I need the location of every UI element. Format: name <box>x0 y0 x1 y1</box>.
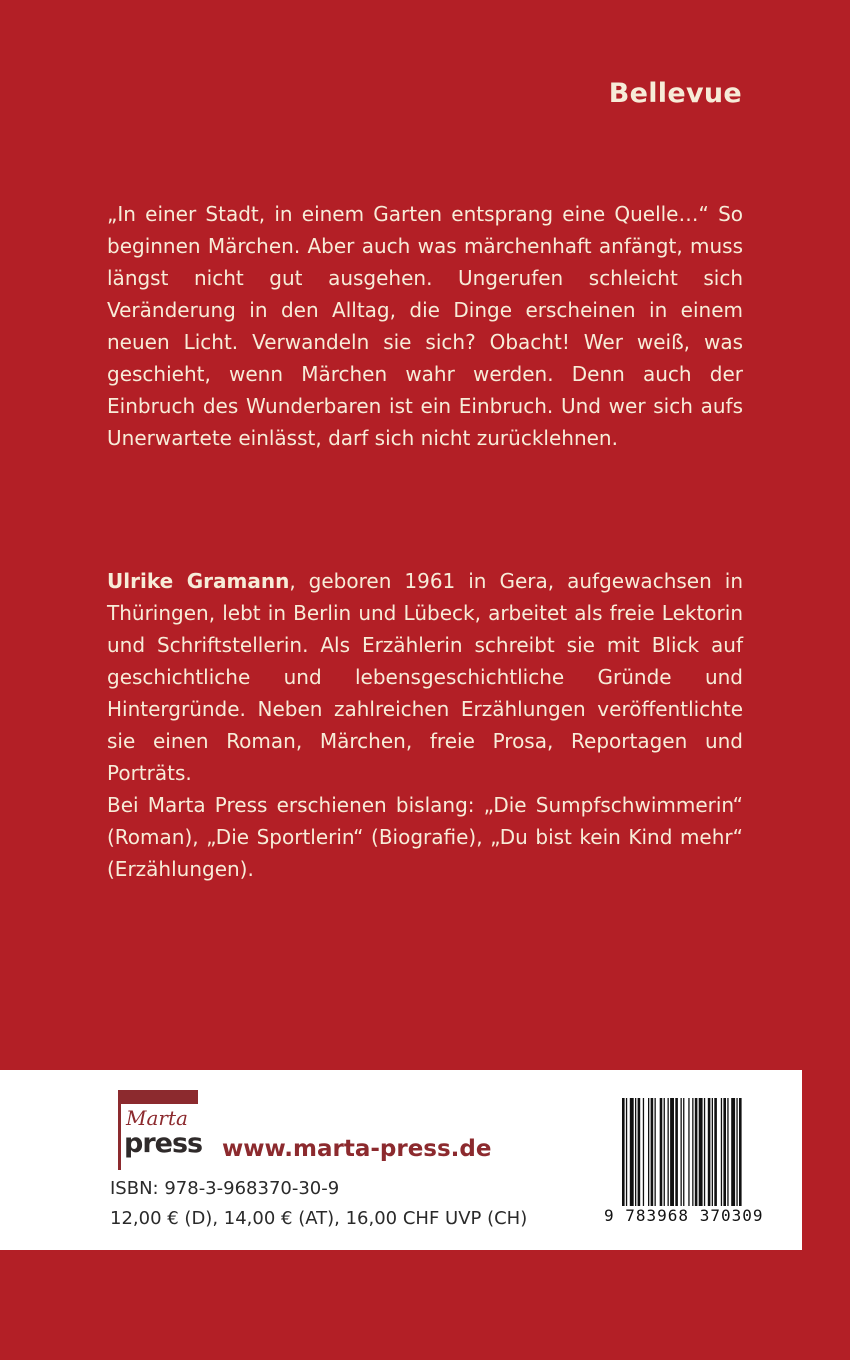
publisher-footer <box>0 1070 802 1250</box>
author-bio <box>107 565 743 885</box>
barcode-bar <box>731 1098 735 1206</box>
barcode-bar <box>712 1098 713 1206</box>
barcode-bar <box>692 1098 693 1206</box>
barcode-bar <box>721 1098 722 1206</box>
isbn-text: ISBN: 978-3-968370-30-9 <box>110 1178 340 1199</box>
barcode-bar <box>704 1098 705 1206</box>
barcode-bar <box>664 1098 665 1206</box>
barcode-bar <box>723 1098 726 1206</box>
barcode-bar <box>683 1098 684 1206</box>
barcode-bar <box>668 1098 669 1206</box>
barcode-bar <box>670 1098 674 1206</box>
barcode-bar <box>655 1098 656 1206</box>
barcode-bar <box>626 1098 627 1206</box>
series-title: Bellevue <box>608 78 742 109</box>
barcode-bar <box>643 1098 644 1206</box>
logo-flag-shape <box>118 1090 198 1104</box>
barcode-bar <box>622 1098 625 1206</box>
publisher-url: www.marta-press.de <box>222 1136 492 1162</box>
logo-pole-shape <box>118 1090 121 1170</box>
barcode-bar <box>660 1098 663 1206</box>
barcode-digits: 9 783968 370309 <box>604 1206 764 1225</box>
price-text: 12,00 € (D), 14,00 € (AT), 16,00 CHF UVP (CH) <box>110 1208 528 1229</box>
barcode-bar <box>648 1098 649 1206</box>
bio-paragraph <box>107 565 743 789</box>
barcode-bar <box>630 1098 634 1206</box>
barcode-bar <box>695 1098 698 1206</box>
barcode-bar <box>688 1098 689 1206</box>
barcode-bars <box>622 1098 778 1206</box>
barcode-bar <box>675 1098 678 1206</box>
barcode-bar <box>708 1098 711 1206</box>
marta-press-logo <box>112 1090 204 1170</box>
barcode-bar <box>681 1098 682 1206</box>
bio-text: , geboren 1961 in Gera, aufgewachsen in Thüringen, lebt in Berlin und Lübeck, arbeitet als freie Lektorin und Schriftstellerin. Als Erzählerin schreibt sie mit Blick auf geschichtliche und lebensgeschichtliche Gründe und Hintergründe. Neben zahlreichen Erzählungen veröffentlichte sie einen Roman, Märchen, freie Prosa, Reportagen und Porträts. <box>107 569 743 785</box>
blurb-text: „In einer Stadt, in einem Garten entsprang eine Quelle…“ So beginnen Märchen. Aber auch was märchenhaft anfängt, muss längst nicht gut ausgehen. Ungerufen schleicht sich Veränderung in den Alltag, die Dinge erscheinen in einem neuen Licht. Verwandeln sie sich? Obacht! Wer weiß, was geschieht, wenn Märchen wahr werden. Denn auch der Einbruch des Wunderbaren ist ein Einbruch. Und wer sich aufs Unerwartete einlässt, darf sich nicht zurücklehnen. <box>107 202 743 450</box>
barcode-bar <box>635 1098 636 1206</box>
isbn-barcode <box>604 1098 784 1238</box>
publications-text: Bei Marta Press erschienen bislang: „Die Sumpfschwimmerin“ (Roman), „Die Sportlerin“ (Biografie), „Du bist kein Kind mehr“ (Erzählungen). <box>107 793 743 881</box>
barcode-bar <box>638 1098 641 1206</box>
logo-press-text: press <box>124 1128 203 1159</box>
barcode-bar <box>736 1098 737 1206</box>
barcode-bar <box>651 1098 654 1206</box>
author-name: Ulrike Gramann <box>107 569 290 593</box>
barcode-bar <box>714 1098 717 1206</box>
barcode-bar <box>739 1098 742 1206</box>
logo-marta-text: Marta <box>126 1106 188 1130</box>
barcode-bar <box>699 1098 703 1206</box>
barcode-bar <box>727 1098 728 1206</box>
